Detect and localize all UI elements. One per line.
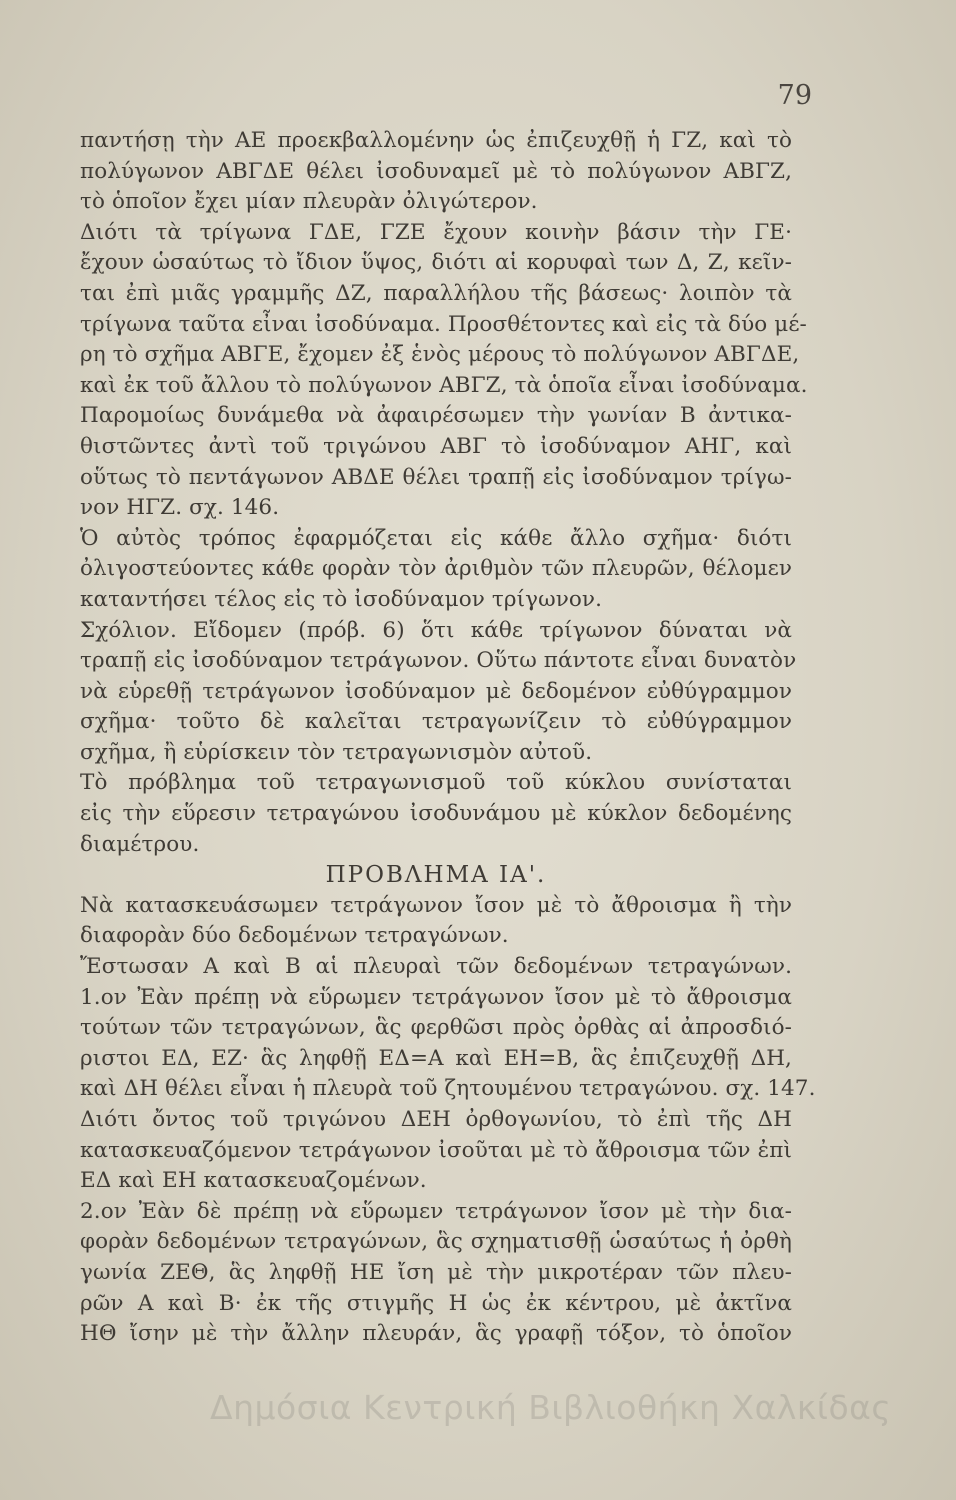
text-line: καὶ ΔΗ θέλει εἶναι ἡ πλευρὰ τοῦ ζητουμένου τετραγώνου. σχ. 147. [80,1076,816,1102]
page-body-text [80,126,816,1350]
text-line: ὀλιγοστεύοντες κάθε φορὰν τὸν ἀριθμὸν τῶν πλευρῶν, θέλομεν [80,556,792,582]
text-line: Τὸ πρόβλημα τοῦ τετραγωνισμοῦ τοῦ κύκλου συνίσταται [80,770,792,796]
text-line: τραπῇ εἰς ἰσοδύναμον τετράγωνον. Οὕτω πάντοτε εἶναι δυνατὸν [80,648,797,674]
text-line: παντήσῃ τὴν ΑΕ προεκβαλλομένην ὡς ἐπιζευχθῇ ἡ ΓΖ, καὶ τὸ [80,128,792,153]
text-line: φορὰν δεδομένων τετραγώνων, ἃς σχηματισθῇ ὡσαύτως ἡ ὀρθὴ [80,1229,792,1255]
text-line: ΗΘ ἴσην μὲ τὴν ἄλλην πλευράν, ἃς γραφῇ τόξον, τὸ ὁποῖον [80,1321,792,1347]
text-line: ρῶν Α καὶ Β· ἐκ τῆς στιγμῆς Η ὡς ἐκ κέντρου, μὲ ἀκτῖνα [80,1290,792,1316]
text-line: ΕΔ καὶ ΕΗ κατασκευαζομένων. [80,1168,427,1194]
text-line: σχῆμα· τοῦτο δὲ καλεῖται τετραγωνίζειν τὸ εὐθύγραμμον [80,709,792,735]
text-line: καὶ ἐκ τοῦ ἄλλου τὸ πολύγωνον ΑΒΓΖ, τὰ ὁποῖα εἶναι ἰσοδύναμα. [80,372,808,398]
text-line: οὕτως τὸ πεντάγωνον ΑΒΔΕ θέλει τραπῇ εἰς ἰσοδύναμον τρίγω- [80,464,792,490]
text-line: ται ἐπὶ μιᾶς γραμμῆς ΔΖ, παραλλήλου τῆς βάσεως· λοιπὸν τὰ [80,280,792,306]
text-line: γωνία ΖΕΘ, ἃς ληφθῇ ΗΕ ἴση μὲ τὴν μικροτέραν τῶν πλευ- [80,1259,792,1285]
text-line: τούτων τῶν τετραγώνων, ἃς φερθῶσι πρὸς ὀρθὰς αἱ ἀπροσδιό- [80,1015,792,1041]
text-line: 1.ον Ἐὰν πρέπῃ νὰ εὕρωμεν τετράγωνον ἴσον μὲ τὸ ἄθροισμα [80,984,792,1010]
text-line: Παρομοίως δυνάμεθα νὰ ἀφαιρέσωμεν τὴν γωνίαν Β ἀντικα- [80,403,792,429]
library-watermark: Δημόσια Κεντρική Βιβλιοθήκη Χαλκίδας [210,1388,892,1427]
text-line: Διότι τὰ τρίγωνα ΓΔΕ, ΓΖΕ ἔχουν κοινὴν βάσιν τὴν ΓΕ· [80,219,792,245]
text-line: διαφορὰν δύο δεδομένων τετραγώνων. [80,923,509,949]
text-line: ρη τὸ σχῆμα ΑΒΓΕ, ἔχομεν ἐξ ἑνὸς μέρους τὸ πολύγωνον ΑΒΓΔΕ, [80,342,800,368]
text-line: καταντήσει τέλος εἰς τὸ ἰσοδύναμον τρίγωνον. [80,586,603,612]
text-line: σχῆμα, ἢ εὑρίσκειν τὸν τετραγωνισμὸν αὐτοῦ. [80,739,593,765]
text-line: διαμέτρου. [80,831,200,857]
text-line: θιστῶντες ἀντὶ τοῦ τριγώνου ΑΒΓ τὸ ἰσοδύναμον ΑΗΓ, καὶ [80,433,792,459]
text-line: Διότι ὄντος τοῦ τριγώνου ΔΕΗ ὀρθογωνίου, τὸ ἐπὶ τῆς ΔΗ [80,1107,792,1132]
section-heading: ΠΡΟΒΛΗΜΑ ΙΑ'. [325,862,547,889]
text-line: κατασκευαζόμενον τετράγωνον ἰσοῦται μὲ τὸ ἄθροισμα τῶν ἐπὶ [80,1137,792,1163]
text-line: Ὁ αὐτὸς τρόπος ἐφαρμόζεται εἰς κάθε ἄλλο σχῆμα· διότι [80,525,792,551]
text-line: Σχόλιον. Εἴδομεν (πρόβ. 6) ὅτι κάθε τρίγωνον δύναται νὰ [80,617,792,643]
text-line: νὰ εὑρεθῇ τετράγωνον ἰσοδύναμον μὲ δεδομένον εὐθύγραμμον [80,678,792,704]
text-line: εἰς τὴν εὕρεσιν τετραγώνου ἰσοδυνάμου μὲ κύκλον δεδομένης [80,801,792,827]
text-line: ριστοι ΕΔ, ΕΖ· ἃς ληφθῇ ΕΔ=Α καὶ ΕΗ=Β, ἃς ἐπιζευχθῇ ΔΗ, [80,1045,792,1071]
text-line: 2.ον Ἐὰν δὲ πρέπῃ νὰ εὕρωμεν τετράγωνον ἴσον μὲ τὴν δια- [80,1198,792,1224]
text-line: Ἔστωσαν Α καὶ Β αἱ πλευραὶ τῶν δεδομένων τετραγώνων. [80,954,792,980]
text-line: τρίγωνα ταῦτα εἶναι ἰσοδύναμα. Προσθέτοντες καὶ εἰς τὰ δύο μέ- [80,311,807,337]
text-line: ἔχουν ὡσαύτως τὸ ἴδιον ὕψος, διότι αἱ κορυφαὶ των Δ, Ζ, κεῖν- [80,250,792,276]
text-line: τὸ ὁποῖον ἔχει μίαν πλευρὰν ὀλιγώτερον. [80,189,538,215]
page-number: 79 [777,80,812,111]
text-line: πολύγωνον ΑΒΓΔΕ θέλει ἰσοδυναμεῖ μὲ τὸ πολύγωνον ΑΒΓΖ, [80,158,792,184]
text-line: νον ΗΓΖ. σχ. 146. [80,495,280,521]
text-line: Νὰ κατασκευάσωμεν τετράγωνον ἴσον μὲ τὸ ἄθροισμα ἢ τὴν [80,892,792,918]
